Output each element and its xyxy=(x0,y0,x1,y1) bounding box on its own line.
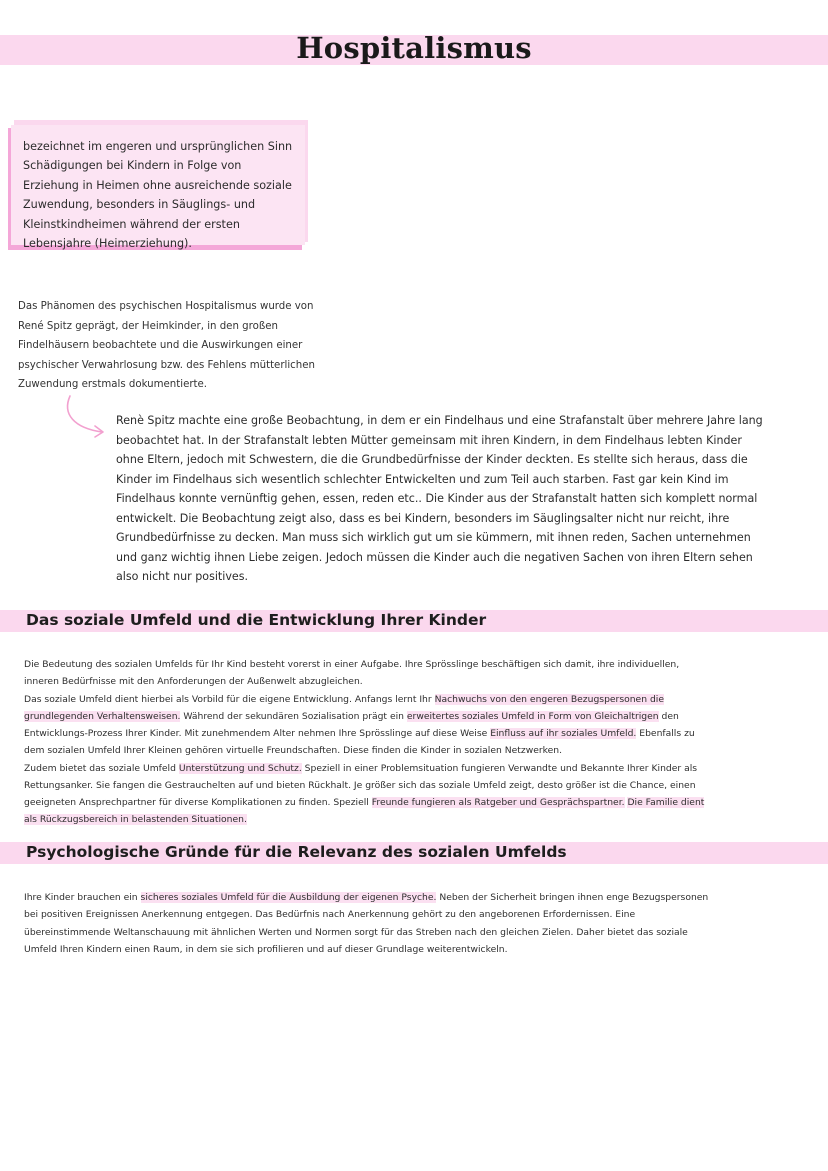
section1-paragraph-3 xyxy=(24,760,714,829)
curved-arrow-icon xyxy=(62,394,112,442)
highlight: erweitertes soziales Umfeld in Form von Gleichaltrigen xyxy=(406,710,659,722)
text-span: Zudem bietet das soziale Umfeld xyxy=(24,762,179,774)
highlight: sicheres soziales Umfeld für die Ausbildung der eigenen Psyche. xyxy=(140,892,437,903)
observation-paragraph: Renè Spitz machte eine große Beobachtung, in dem er ein Findelhaus und eine Strafanstalt über mehrere Jahre lang beobachtet hat. In der Strafanstalt lebten Mütter gemeinsam mit ihren Kindern, in dem Findelhaus lebten Kinder ohne Eltern, jedoch mit Schwestern, die die Grundbedürfnisse der Kinder deckten. Es stellte sich heraus, dass die Kinder im Findelhaus sich wesentlich schlechter Entwickelten und zum Teil auch starben. Fast gar kein Kind im Findelhaus konnte vernünftig gehen, essen, reden etc.. Die Kinder aus der Strafanstalt hatten sich komplett normal entwickelt. Die Beobachtung zeigt also, dass es bei Kindern, besonders im Säuglingsalter nicht nur reicht, ihre Grundbedürfnisse zu decken. Man muss sich wirklich gut um sie kümmern, mit ihnen reden, Sachen unternehmen und ganz wichtig ihnen Liebe zeigen. Jedoch müssen die Kinder auch die negativen Sachen von ihren Eltern sehen also nicht nur positives. xyxy=(116,414,763,584)
spitz-note: Das Phänomen des psychischen Hospitalismus wurde von René Spitz geprägt, der Heimkinder, in den großen Findelhäusern beobachtete und die Auswirkungen einer psychischer Verwahrlosung bzw. des Fehlens mütterlichen Zuwendung erstmals dokumentierte. xyxy=(18,301,315,390)
text-span: den Entwicklungs-Prozess Ihrer Kinder. Mit zunehmendem Alter nehmen Ihre Sprösslinge auf diese Weise xyxy=(24,710,679,739)
page-title: Hospitalismus xyxy=(296,31,532,65)
highlight: Freunde fungieren als Ratgeber und Gesprächspartner. xyxy=(371,797,625,808)
text-span: Neben der Sicherheit bringen ihnen enge Bezugspersonen bei positiven Ereignissen Anerkennung entgegen. Das Bedürfnis nach Anerkennung gehört zu den angeborenen Erfordernissen. Eine übereinstimmende Weltanschauung mit ähnlichen Werten und Normen sorgt für das Streben nach den gleichen Zielen. Daher bietet das soziale Umfeld Ihren Kindern einen Raum, in dem sie sich profilieren und auf dieser Grundlage weiterentwickeln. xyxy=(24,892,709,955)
section1-heading: Das soziale Umfeld und die Entwicklung Ihrer Kinder xyxy=(26,611,487,629)
highlight: Nachwuchs von den engeren Bezugspersonen die grundlegenden Verhaltensweisen. xyxy=(24,693,664,722)
definition-text: bezeichnet im engeren und ursprünglichen Sinn Schädigungen bei Kindern in Folge von Erziehung in Heimen ohne ausreichende soziale Zuwendung, besonders in Säuglings- und Kleinstkindheimen während der ersten Lebensjahre (Heimerziehung). xyxy=(23,140,293,251)
section1-paragraph-1: Die Bedeutung des sozialen Umfelds für Ihr Kind besteht vorerst in einer Aufgabe. Ihre Sprösslinge beschäftigen sich damit, ihre individuellen, inneren Bedürfnisse mit den Anforderungen der Außenwelt abzugleichen. xyxy=(24,659,680,688)
text-span: Das soziale Umfeld dient hierbei als Vorbild für die eigene Entwicklung. Anfangs lernt Ihr xyxy=(24,693,435,705)
highlight: Die Familie dient als Rückzugsbereich in belastenden Situationen. xyxy=(24,797,705,826)
definition-box xyxy=(11,125,305,251)
highlight: Unterstützung und Schutz. xyxy=(178,762,302,774)
section2-heading: Psychologische Gründe für die Relevanz des sozialen Umfelds xyxy=(26,843,567,861)
text-span: Speziell in einer Problemsituation fungieren Verwandte und Bekannte Ihrer Kinder als Rettungsanker. Sie fangen die Gestrauchelten auf und bieten Rückhalt. Je größer sich das soziale Umfeld zeigt, desto größer ist die Chance, einen geeigneten Ansprechpartner für diverse Komplikationen zu finden. Speziell xyxy=(24,762,698,808)
text-span: Während der sekundären Sozialisation prägt ein xyxy=(180,710,407,722)
section1-body xyxy=(24,656,714,829)
text-span: Ihre Kinder brauchen ein xyxy=(24,892,141,903)
section2-paragraph xyxy=(24,889,714,958)
section1-paragraph-2 xyxy=(24,691,714,760)
highlight: Einfluss auf ihr soziales Umfeld. xyxy=(490,728,637,739)
text-span: Ebenfalls zu dem sozialen Umfeld Ihrer Kleinen gehören virtuelle Freundschaften. Diese finden die Kinder in sozialen Netzwerken. xyxy=(24,728,695,757)
